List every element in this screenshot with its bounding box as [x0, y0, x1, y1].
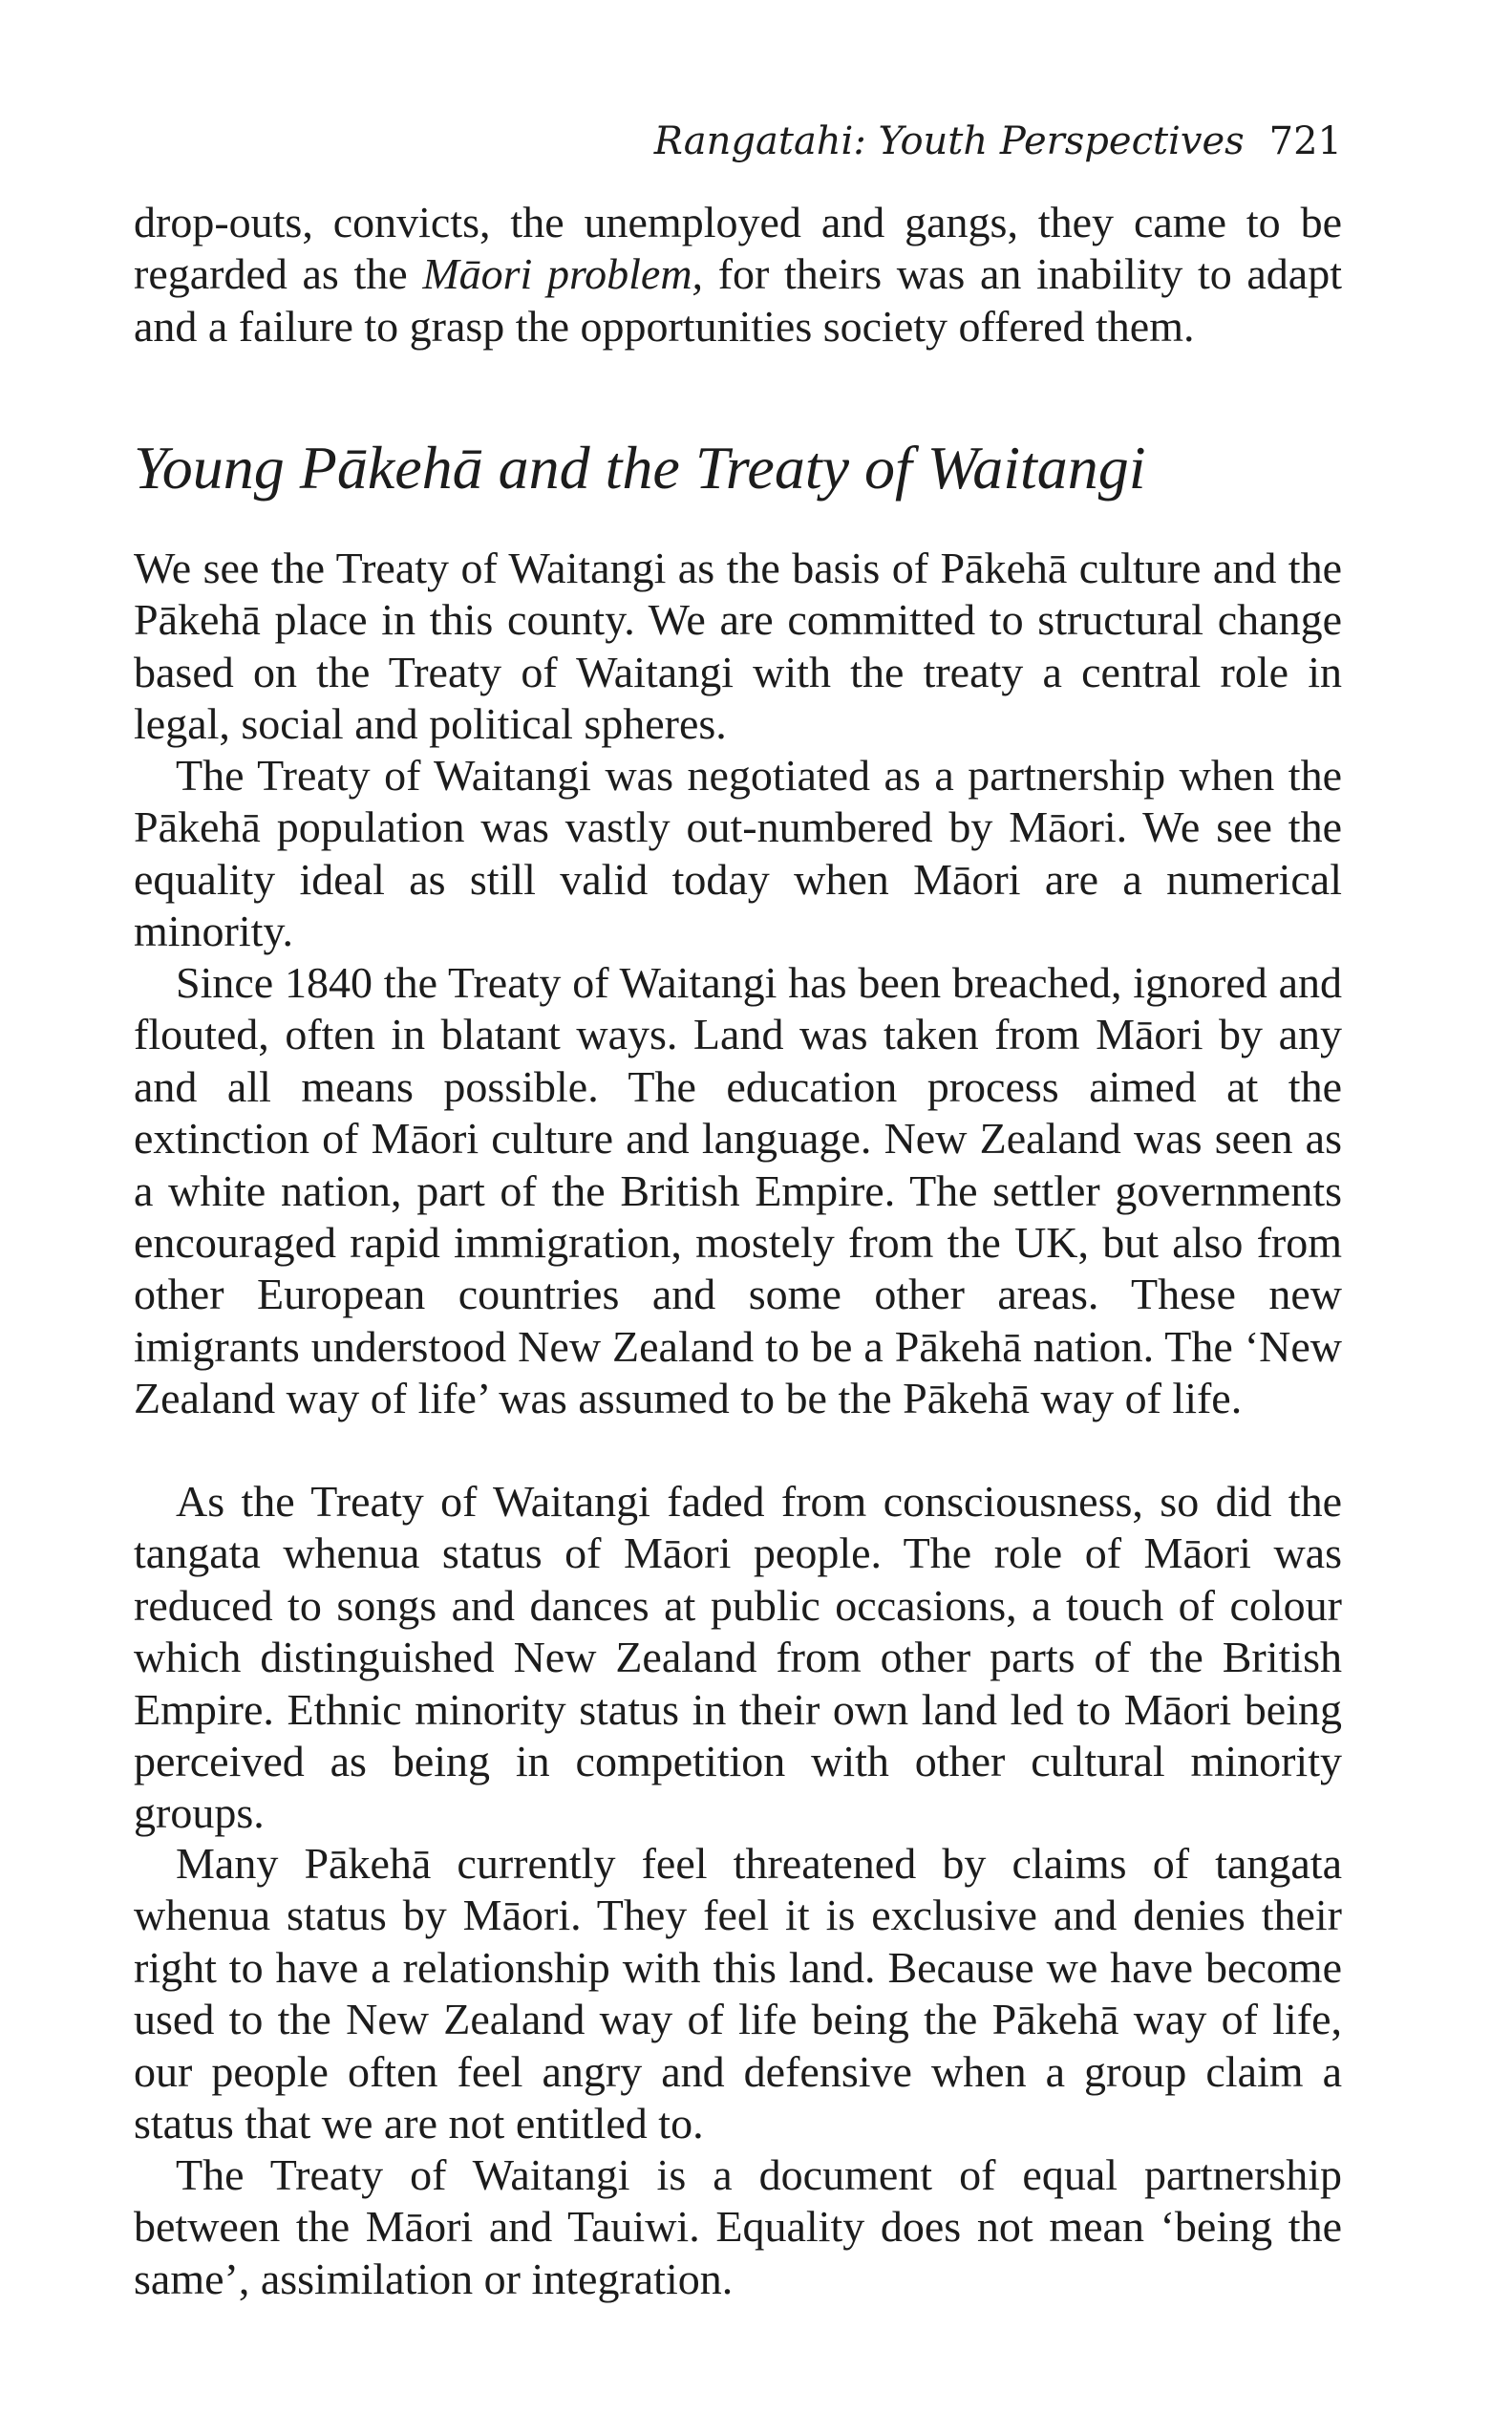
running-title: Rangatahi: Youth Perspectives	[653, 119, 1245, 163]
emphasis-text: Māori problem,	[422, 249, 704, 299]
paragraph-3: Since 1840 the Treaty of Waitangi has been breached, ignored and flouted, often in blatant ways. Land was taken from Māori by any and all means possible. The education process aimed at the extinction of Māori culture and language. New Zealand was seen as a white nation, part of the British Empire. The settler governments encouraged rapid immigration, mostely from the UK, but also from other European countries and some other areas. These new imigrants understood New Zealand to be a Pākehā nation. The ‘New Zealand way of life’ was assumed to be the Pākehā way of life.	[134, 958, 1342, 1423]
section-heading: Young Pākehā and the Treaty of Waitangi	[134, 434, 1146, 502]
page-number: 721	[1268, 119, 1342, 163]
paragraph-2: The Treaty of Waitangi was negotiated as a partnership when the Pākehā population was vastly out-numbered by Māori. We see the equality ideal as still valid today when Māori are a numerical minority.	[134, 751, 1342, 956]
paragraph-6: The Treaty of Waitangi is a document of equal partnership between the Māori and Tauiwi. Equality does not mean ‘being the same’, assimilation or integration.	[134, 2150, 1342, 2303]
running-head	[654, 118, 1342, 165]
paragraph-text: drop-outs, convicts, the unemployed and gangs, they came to be regarded as the	[134, 198, 1342, 299]
paragraph-continued	[134, 197, 1342, 353]
paragraph-5: Many Pākehā currently feel threatened by claims of tangata whenua status by Māori. They feel it is exclusive and denies their right to have a relationship with this land. Because we have become used to the New Zealand way of life being the Pākehā way of life, our people often feel angry and defensive when a group claim a status that we are not entitled to.	[134, 1839, 1342, 2148]
paragraph-4: As the Treaty of Waitangi faded from consciousness, so did the tangata whenua status of Māori people. The role of Māori was reduced to songs and dances at public occasions, a touch of colour which distinguished New Zealand from other parts of the British Empire. Ethnic minority status in their own land led to Māori being perceived as being in competition with other cultural minority groups.	[134, 1477, 1342, 1838]
paragraph-text: for theirs was an inability to adapt and a failure to grasp the opportunities society offered them.	[134, 249, 1342, 351]
paragraph-1: We see the Treaty of Waitangi as the basis of Pākehā culture and the Pākehā place in this county. We are committed to structural change based on the Treaty of Waitangi with the treaty a central role in legal, social and political spheres.	[134, 544, 1342, 749]
